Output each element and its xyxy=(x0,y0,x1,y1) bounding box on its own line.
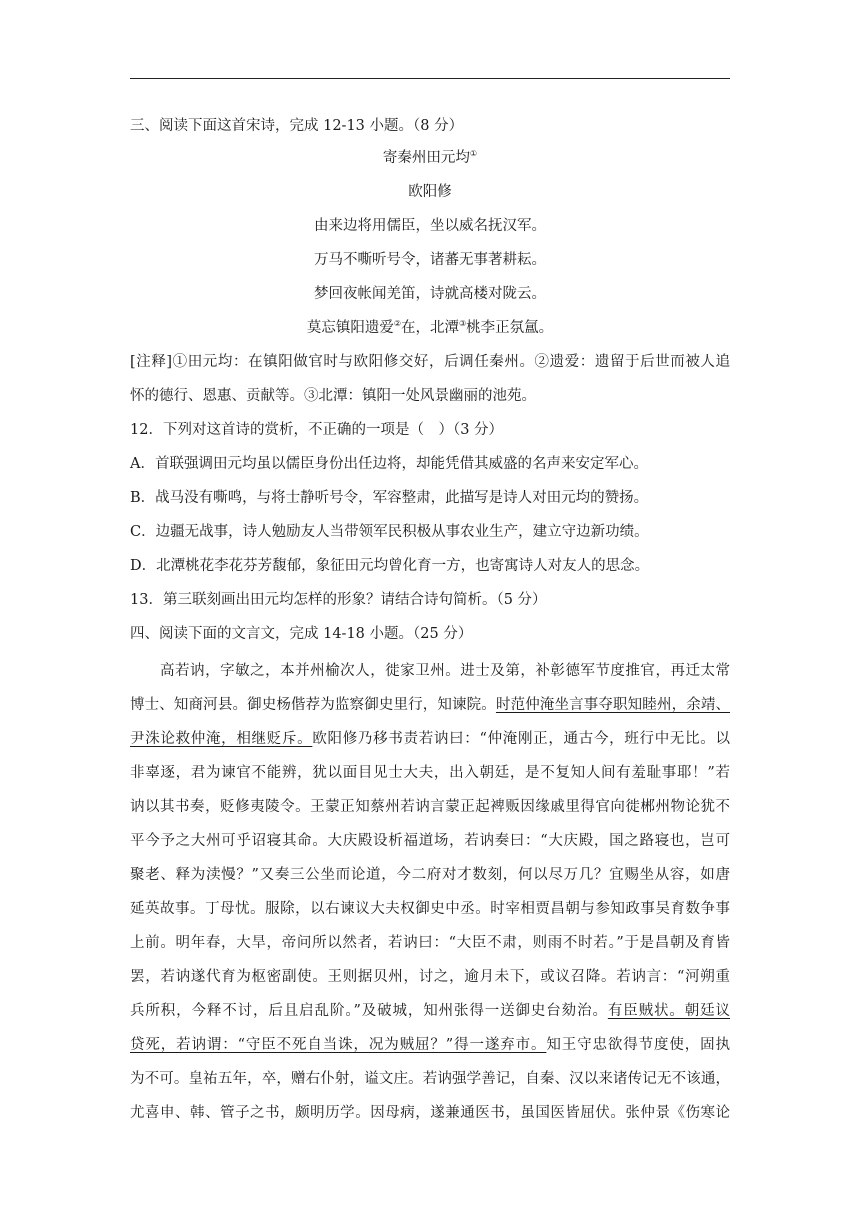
passage-line-2: 博士、知商河县。御史杨偕荐为监察御史里行，知谏院。时范仲淹坐言事夺职知睦州，余靖、 xyxy=(130,697,730,713)
passage-line-10: 罢，若讷遂代育为枢密副使。王则据贝州，讨之，逾月未下，或议召降。若讷言：“河朔重 xyxy=(130,969,730,985)
passage-line-11: 兵所积，今释不讨，后且启乱阶。”及破城，知州张得一送御史台劾治。有臣贼状。朝廷议 xyxy=(130,1003,730,1019)
passage-line-6: 平今予之大州可乎诏寝其命。大庆殿设析福道场，若讷奏曰：“大庆殿，国之路寝也，岂可 xyxy=(130,833,730,849)
passage-line-1: 高若讷，字敏之，本并州榆次人，徙家卫州。进士及第，补彰德军节度推官，再迁太常 xyxy=(130,663,730,679)
q12-option-d: D．北潭桃花李花芬芳馥郁，象征田元均曾化育一方，也寄寓诗人对友人的思念。 xyxy=(130,558,650,574)
underlined-sentence-1-cont: 尹洙论救仲淹，相继贬斥。 xyxy=(130,731,313,747)
poem-line-1: 由来边将用儒臣，坐以威名抚汉军。 xyxy=(314,218,546,234)
poem-author: 欧阳修 xyxy=(408,184,452,200)
passage-line-9: 上前。明年春，大旱，帝问所以然者，若讷曰：“大臣不肃，则雨不时若。”于是昌朝及育皆 xyxy=(130,935,730,951)
passage-line-8: 延英故事。丁母忧。服除，以右谏议大夫权御史中丞。时宰相贾昌朝与参知政事吴育数争事 xyxy=(130,901,730,917)
annotation-line-1: [注释]①田元均：在镇阳做官时与欧阳修交好，后调任秦州。②遗爱：遗留于后世而被人追 xyxy=(130,354,730,370)
passage-line-4: 非辜逐，君为谏官不能辨，犹以面目见士大夫，出入朝廷，是不复知人间有羞耻事耶！”若 xyxy=(130,765,730,781)
header-rule xyxy=(130,78,730,79)
section4-heading: 四、阅读下面的文言文，完成 14-18 小题。（25 分） xyxy=(130,626,473,642)
q12-option-b: B．战马没有嘶鸣，与将士静听号令，军容整肃，此描写是诗人对田元均的赞扬。 xyxy=(130,490,649,506)
underlined-sentence-2: 有臣贼状。朝廷议 xyxy=(607,1003,730,1019)
poem-title: 寄秦州田元均① xyxy=(382,149,478,166)
underlined-sentence-1: 时范仲淹坐言事夺职知睦州，余靖、 xyxy=(495,697,730,713)
question-12-stem: 12．下列对这首诗的赏析，不正确的一项是（ ）（3 分） xyxy=(130,422,504,438)
underlined-sentence-2-cont: 贷死，若讷谓：“守臣不死自当诛，况为贼屈？”得一遂弃市。 xyxy=(130,1037,547,1053)
passage-line-5: 讷以其书奏，贬修夷陵令。王蒙正知蔡州若讷言蒙正起裨贩因缘戚里得官向徙郴州物论犹不 xyxy=(130,799,730,815)
q12-option-c: C．边疆无战事，诗人勉励友人当带领军民积极从事农业生产，建立守边新功绩。 xyxy=(130,524,649,540)
poem-line-3: 梦回夜帐闻羌笛，诗就高楼对陇云。 xyxy=(314,286,546,302)
section3-heading: 三、阅读下面这首宋诗，完成 12-13 小题。（8 分） xyxy=(130,118,464,134)
passage-line-12: 贷死，若讷谓：“守臣不死自当诛，况为贼屈？”得一遂弃市。知王守忠欲得节度使，固执 xyxy=(130,1037,730,1053)
annotation-line-2: 怀的德行、恩惠、贡献等。③北潭：镇阳一处风景幽丽的池苑。 xyxy=(130,388,536,404)
poem-line-4: 莫忘镇阳遗爱②在，北潭③桃李正氛氲。 xyxy=(306,319,554,336)
poem-line-2: 万马不嘶听号令，诸蕃无事著耕耘。 xyxy=(314,252,546,268)
question-13: 13．第三联刻画出田元均怎样的形象？请结合诗句简析。（5 分） xyxy=(130,592,547,608)
passage-line-14: 尤喜申、韩、管子之书，颇明历学。因母病，遂兼通医书，虽国医皆屈伏。张仲景《伤寒论 xyxy=(130,1105,730,1121)
passage-line-7: 聚老、释为渎慢？”又奏三公坐而论道，今二府对才数刻，何以尽万几？宜赐坐从容，如唐 xyxy=(130,867,730,883)
q12-option-a: A．首联强调田元均虽以儒臣身份出任边将，却能凭借其威盛的名声来安定军心。 xyxy=(130,456,648,472)
passage-line-3: 尹洙论救仲淹，相继贬斥。欧阳修乃移书责若讷曰：“仲淹刚正，通古今，班行中无比。以 xyxy=(130,731,731,747)
passage-line-13: 为不可。皇祐五年，卒，赠右仆射，谥文庄。若讷强学善记，自秦、汉以来诸传记无不该通， xyxy=(130,1071,730,1087)
